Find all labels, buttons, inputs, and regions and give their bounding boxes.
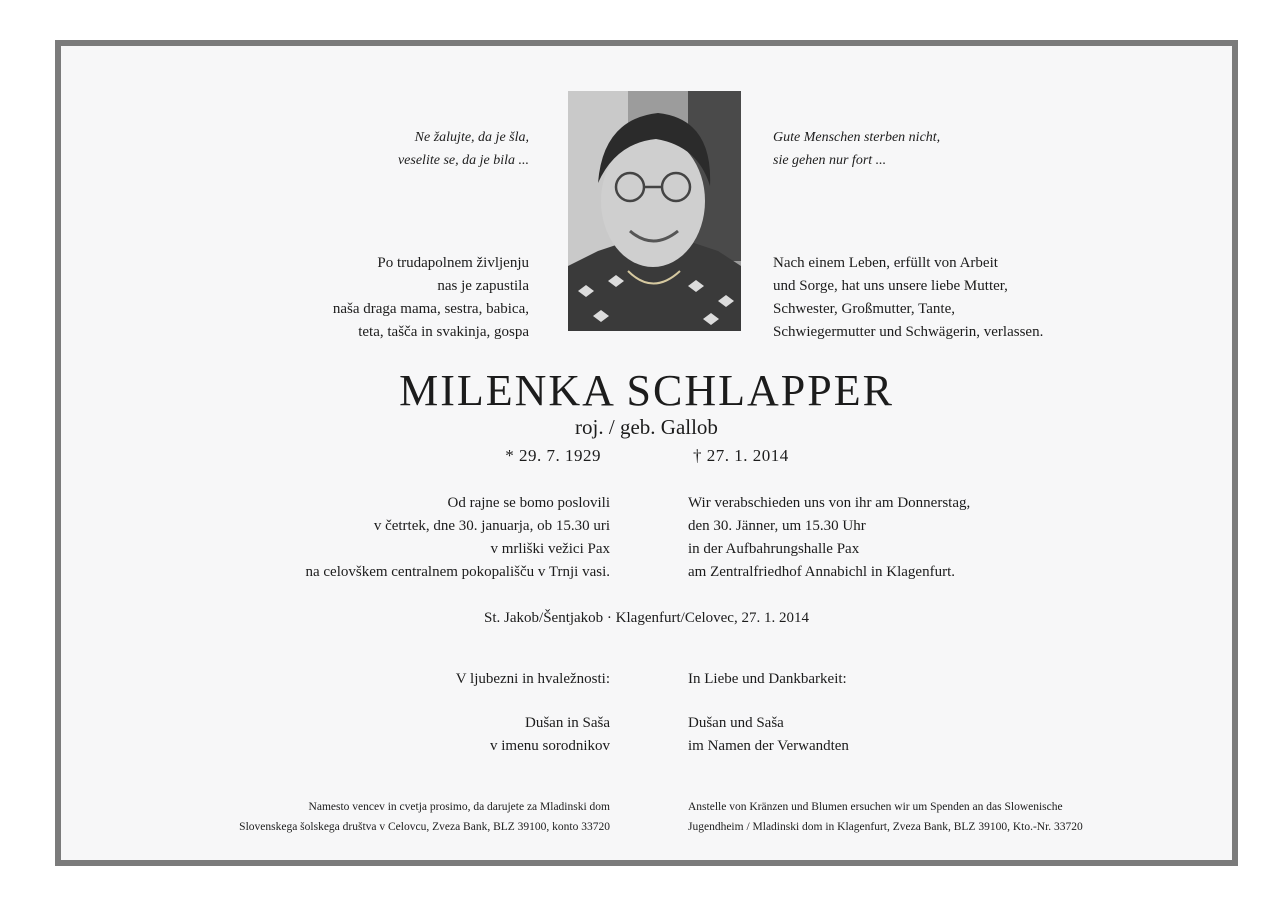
- portrait-image: [568, 91, 741, 331]
- funeral-line: v mrliški vežici Pax: [490, 541, 610, 557]
- intro-line: nas je zapustila: [437, 278, 529, 294]
- quote-german: [773, 126, 940, 172]
- obituary-card: [55, 40, 1238, 866]
- birth-date: * 29. 7. 1929: [505, 446, 601, 465]
- mourners-line: v imenu sorodnikov: [490, 738, 610, 754]
- donation-line: Jugendheim / Mladinski dom in Klagenfurt, Zveza Bank, BLZ 39100, Kto.-Nr. 33720: [688, 821, 1083, 833]
- gratitude-slovenian: V ljubezni in hvaležnosti:: [455, 671, 610, 687]
- funeral-line: in der Aufbahrungshalle Pax: [688, 541, 860, 557]
- maiden-name: roj. / geb. Gallob: [575, 415, 718, 439]
- donation-line: Namesto vencev in cvetja prosimo, da darujete za Mladinski dom: [308, 801, 610, 813]
- portrait-photo: [568, 91, 741, 331]
- donation-line: Slovenskega šolskega društva v Celovcu, Zveza Bank, BLZ 39100, konto 33720: [239, 821, 610, 833]
- intro-line: und Sorge, hat uns unsere liebe Mutter,: [773, 278, 1008, 294]
- gratitude-german: In Liebe und Dankbarkeit:: [688, 671, 847, 687]
- funeral-line: na celovškem centralnem pokopališču v Trnji vasi.: [305, 564, 610, 580]
- mourners-line: Dušan in Saša: [525, 715, 610, 731]
- donation-german: [688, 797, 1083, 837]
- donation-line: Anstelle von Kränzen und Blumen ersuchen wir um Spenden an das Slowenische: [688, 801, 1063, 813]
- funeral-german: [688, 492, 970, 584]
- mourners-slovenian: [490, 712, 610, 758]
- quote-line: veselite se, da je bila ...: [397, 153, 529, 168]
- funeral-slovenian: [305, 492, 610, 584]
- quote-line: Gute Menschen sterben nicht,: [773, 130, 941, 145]
- intro-line: Schwester, Großmutter, Tante,: [773, 301, 956, 317]
- mourners-line: im Namen der Verwandten: [688, 738, 849, 754]
- intro-line: teta, tašča in svakinja, gospa: [358, 324, 529, 340]
- mourners-german: [688, 712, 849, 758]
- place-date: St. Jakob/Šentjakob · Klagenfurt/Celovec, 27. 1. 2014: [484, 610, 809, 626]
- funeral-line: am Zentralfriedhof Annabichl in Klagenfurt.: [688, 564, 955, 580]
- funeral-line: den 30. Jänner, um 15.30 Uhr: [688, 518, 866, 534]
- quote-line: Ne žalujte, da je šla,: [414, 130, 529, 145]
- intro-line: Po trudapolnem življenju: [377, 255, 529, 271]
- funeral-line: Wir verabschieden uns von ihr am Donnerstag,: [688, 495, 971, 511]
- intro-line: naša draga mama, sestra, babica,: [332, 301, 529, 317]
- intro-line: Schwiegermutter und Schwägerin, verlassen.: [773, 324, 1044, 340]
- intro-slovenian: [333, 252, 529, 344]
- intro-german: [773, 252, 1043, 344]
- intro-line: Nach einem Leben, erfüllt von Arbeit: [773, 255, 998, 271]
- funeral-line: v četrtek, dne 30. januarja, ob 15.30 uri: [373, 518, 610, 534]
- funeral-line: Od rajne se bomo poslovili: [447, 495, 610, 511]
- donation-slovenian: [239, 797, 610, 837]
- mourners-line: Dušan und Saša: [688, 715, 784, 731]
- quote-line: sie gehen nur fort ...: [773, 153, 887, 168]
- deceased-name: MILENKA SCHLAPPER: [399, 366, 894, 415]
- death-date: † 27. 1. 2014: [693, 446, 789, 465]
- quote-slovenian: [398, 126, 529, 172]
